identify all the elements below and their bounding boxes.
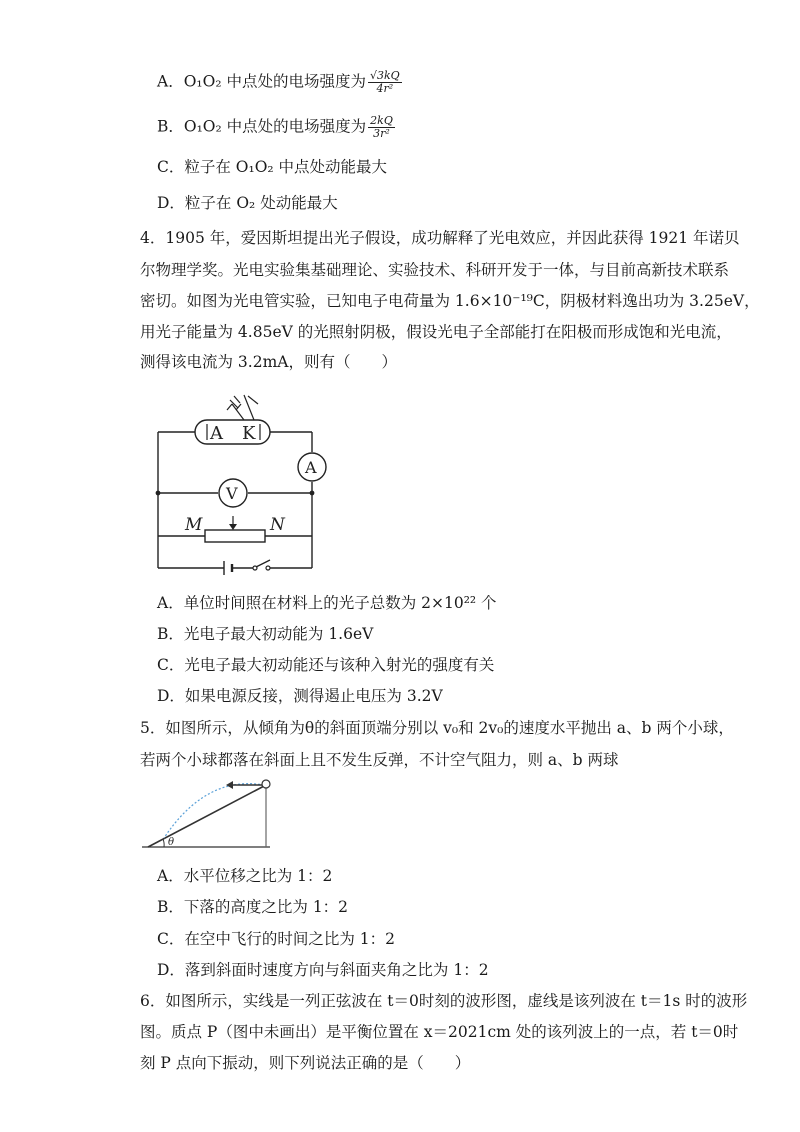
rheostat-end-m: M (185, 515, 203, 535)
cathode-label: K (242, 423, 256, 444)
option-prefix: B． (157, 117, 184, 136)
fraction-denominator: 4r² (376, 82, 394, 95)
slider-arrow-icon (229, 524, 237, 530)
q4-option-b: B．光电子最大初动能为 1.6eV (157, 625, 374, 643)
ball (262, 780, 270, 788)
q4-stem-line-2: 尔物理学奖。光电实验集基础理论、实验技术、科研开发于一体，与目前高新技术联系 (140, 261, 730, 279)
q4-option-c: C．光电子最大初动能还与该种入射光的强度有关 (157, 656, 495, 674)
q4-stem-line-1: 4．1905 年，爱因斯坦提出光子假设，成功解释了光电效应，并因此获得 1921 年诺贝 (140, 229, 740, 247)
angle-theta-label: θ (168, 837, 175, 848)
q3-option-b (157, 115, 395, 140)
fraction-numerator: 2kQ (370, 114, 393, 127)
phototube (195, 420, 270, 444)
option-prefix: A． (157, 72, 184, 91)
light-source-icon (227, 395, 258, 420)
q6-stem-line-1: 6．如图所示，实线是一列正弦波在 t＝0时刻的波形图，虚线是该列波在 t＝1s 时的波形 (140, 992, 748, 1010)
option-text: O₁O₂ 中点处的电场强度为 (183, 117, 367, 136)
angle-arc (163, 839, 164, 847)
q4-stem-line-5: 测得该电流为 3.2mA，则有（ ） (140, 353, 397, 371)
incline-surface (148, 785, 266, 847)
fraction (368, 70, 402, 95)
q5-option-a: A．水平位移之比为 1：2 (157, 867, 333, 885)
rheostat-end-n: N (270, 515, 285, 535)
arrow-head-icon (226, 781, 233, 789)
q6-stem-line-3: 刻 P 点向下振动，则下列说法正确的是（ ） (140, 1054, 471, 1072)
q4-stem-line-3: 密切。如图为光电管实验，已知电子电荷量为 1.6×10⁻¹⁹C，阴极材料逸出功为 3.25eV， (140, 292, 760, 310)
q4-option-d: D．如果电源反接，测得遏止电压为 3.2V (157, 687, 443, 705)
voltmeter-label: V (226, 484, 238, 503)
q5-option-c: C．在空中飞行的时间之比为 1：2 (157, 930, 396, 948)
q4-option-a: A．单位时间照在材料上的光子总数为 2×10²² 个 (157, 594, 497, 612)
q3-option-c: C．粒子在 O₁O₂ 中点处动能最大 (157, 158, 388, 176)
fraction-denominator: 3r² (373, 127, 390, 140)
fraction-numerator: √3kQ (369, 69, 400, 82)
q5-option-d: D．落到斜面时速度方向与斜面夹角之比为 1：2 (157, 961, 489, 979)
rheostat (205, 530, 265, 542)
q3-option-a (157, 70, 402, 95)
anode-label: A (210, 423, 223, 444)
fraction (368, 115, 395, 140)
q5-stem-line-1: 5．如图所示，从倾角为θ的斜面顶端分别以 v₀和 2v₀的速度水平抛出 a、b 两个小球， (140, 719, 734, 737)
option-text: O₁O₂ 中点处的电场强度为 (183, 72, 366, 91)
q4-stem-line-4: 用光子能量为 4.85eV 的光照射阴极，假设光电子全部能打在阳极而形成饱和光电流， (140, 323, 732, 341)
q3-option-d: D．粒子在 O₂ 处动能最大 (157, 194, 338, 212)
incline-projectile-diagram (140, 776, 285, 852)
q6-stem-line-2: 图。质点 P（图中未画出）是平衡位置在 x＝2021cm 处的该列波上的一点，若 t＝0时 (140, 1023, 739, 1041)
q5-stem-line-2: 若两个小球都落在斜面上且不发生反弹，不计空气阻力，则 a、b 两球 (140, 751, 619, 769)
ammeter-label: A (305, 458, 317, 477)
q5-option-b: B．下落的高度之比为 1：2 (157, 898, 349, 916)
phototube-circuit-diagram (150, 390, 340, 585)
